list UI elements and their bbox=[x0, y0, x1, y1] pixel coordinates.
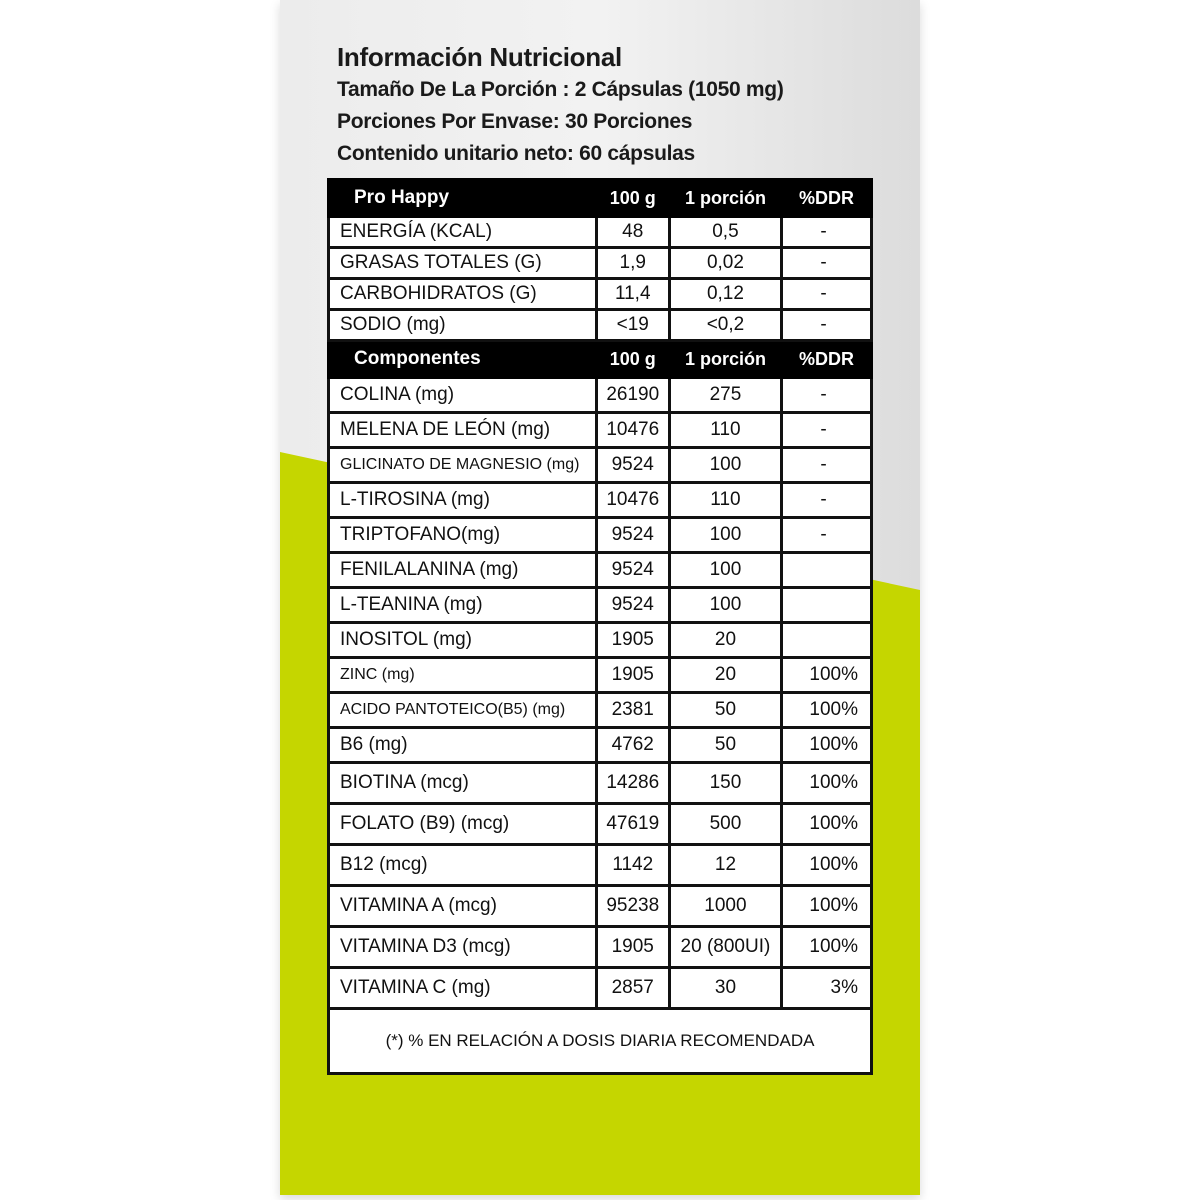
col-header-portion: 1 porción bbox=[669, 180, 781, 217]
col-header-100g: 100 g bbox=[596, 341, 669, 378]
value-portion: 0,02 bbox=[669, 248, 781, 279]
value-portion: 0,5 bbox=[669, 217, 781, 248]
value-portion: 20 bbox=[669, 658, 781, 693]
value-ddr: - bbox=[782, 448, 872, 483]
page-title: Información Nutricional bbox=[337, 42, 622, 72]
value-ddr: - bbox=[782, 518, 872, 553]
value-portion: 100 bbox=[669, 448, 781, 483]
table-row bbox=[329, 728, 872, 763]
table-row bbox=[329, 968, 872, 1009]
value-ddr: - bbox=[782, 483, 872, 518]
value-portion: 100 bbox=[669, 553, 781, 588]
component-name: GLICINATO DE MAGNESIO (mg) bbox=[329, 448, 597, 483]
table-row bbox=[329, 588, 872, 623]
value-ddr: 100% bbox=[782, 845, 872, 886]
value-100g: 1905 bbox=[596, 927, 669, 968]
component-name: FOLATO (B9) (mcg) bbox=[329, 804, 597, 845]
col-header-ddr: %DDR bbox=[782, 341, 872, 378]
net-content: Contenido unitario neto: 60 cápsulas bbox=[337, 142, 695, 165]
table-row bbox=[329, 804, 872, 845]
value-100g: 9524 bbox=[596, 448, 669, 483]
value-100g: 1905 bbox=[596, 623, 669, 658]
component-name: MELENA DE LEÓN (mg) bbox=[329, 413, 597, 448]
col-header-components: Componentes bbox=[329, 341, 597, 378]
nutrient-name: CARBOHIDRATOS (G) bbox=[329, 279, 597, 310]
table-row bbox=[329, 310, 872, 341]
value-ddr: 100% bbox=[782, 886, 872, 927]
value-100g: 1,9 bbox=[596, 248, 669, 279]
table-row bbox=[329, 248, 872, 279]
value-ddr: 100% bbox=[782, 728, 872, 763]
table-row bbox=[329, 763, 872, 804]
table-row bbox=[329, 217, 872, 248]
value-ddr: - bbox=[782, 310, 872, 341]
col-header-ddr: %DDR bbox=[782, 180, 872, 217]
value-portion: 20 bbox=[669, 623, 781, 658]
value-portion: 50 bbox=[669, 693, 781, 728]
value-portion: 100 bbox=[669, 588, 781, 623]
value-ddr: 100% bbox=[782, 927, 872, 968]
value-100g: 10476 bbox=[596, 483, 669, 518]
nutrition-header bbox=[337, 40, 784, 170]
value-ddr: 100% bbox=[782, 693, 872, 728]
serving-size: Tamaño De La Porción : 2 Cápsulas (1050 mg) bbox=[337, 78, 784, 101]
col-header-product: Pro Happy bbox=[329, 180, 597, 217]
value-ddr bbox=[782, 623, 872, 658]
footnote: (*) % EN RELACIÓN A DOSIS DIARIA RECOMENDADA bbox=[329, 1009, 872, 1074]
value-portion: 500 bbox=[669, 804, 781, 845]
col-header-100g: 100 g bbox=[596, 180, 669, 217]
table-row bbox=[329, 886, 872, 927]
value-100g: 47619 bbox=[596, 804, 669, 845]
value-100g: 10476 bbox=[596, 413, 669, 448]
value-portion: 50 bbox=[669, 728, 781, 763]
nutrient-name: ENERGÍA (KCAL) bbox=[329, 217, 597, 248]
value-ddr: - bbox=[782, 413, 872, 448]
col-header-portion: 1 porción bbox=[669, 341, 781, 378]
value-portion: 1000 bbox=[669, 886, 781, 927]
value-100g: 48 bbox=[596, 217, 669, 248]
component-name: VITAMINA C (mg) bbox=[329, 968, 597, 1009]
value-ddr bbox=[782, 588, 872, 623]
value-portion: 12 bbox=[669, 845, 781, 886]
table-row bbox=[329, 448, 872, 483]
nutrient-name: GRASAS TOTALES (G) bbox=[329, 248, 597, 279]
value-100g: 95238 bbox=[596, 886, 669, 927]
value-100g: 1142 bbox=[596, 845, 669, 886]
table-row bbox=[329, 927, 872, 968]
value-portion: 0,12 bbox=[669, 279, 781, 310]
nutrient-name: SODIO (mg) bbox=[329, 310, 597, 341]
component-name: FENILALANINA (mg) bbox=[329, 553, 597, 588]
table-row bbox=[329, 693, 872, 728]
value-100g: 4762 bbox=[596, 728, 669, 763]
component-name: INOSITOL (mg) bbox=[329, 623, 597, 658]
value-100g: 2857 bbox=[596, 968, 669, 1009]
value-ddr: 100% bbox=[782, 658, 872, 693]
value-portion: 100 bbox=[669, 518, 781, 553]
value-portion: <0,2 bbox=[669, 310, 781, 341]
value-portion: 110 bbox=[669, 483, 781, 518]
value-100g: 11,4 bbox=[596, 279, 669, 310]
table-row bbox=[329, 553, 872, 588]
value-portion: 20 (800UI) bbox=[669, 927, 781, 968]
table-row bbox=[329, 279, 872, 310]
component-name: VITAMINA A (mcg) bbox=[329, 886, 597, 927]
servings-per-container: Porciones Por Envase: 30 Porciones bbox=[337, 110, 693, 133]
value-ddr: 100% bbox=[782, 763, 872, 804]
nutrition-header-row bbox=[329, 180, 872, 217]
table-row bbox=[329, 483, 872, 518]
footnote-row bbox=[329, 1009, 872, 1074]
value-100g: 9524 bbox=[596, 518, 669, 553]
table-row bbox=[329, 518, 872, 553]
table-row bbox=[329, 413, 872, 448]
table-row bbox=[329, 845, 872, 886]
value-100g: 14286 bbox=[596, 763, 669, 804]
component-name: TRIPTOFANO(mg) bbox=[329, 518, 597, 553]
value-100g: 2381 bbox=[596, 693, 669, 728]
component-name: L-TIROSINA (mg) bbox=[329, 483, 597, 518]
value-100g: 26190 bbox=[596, 378, 669, 413]
value-portion: 275 bbox=[669, 378, 781, 413]
value-ddr: - bbox=[782, 248, 872, 279]
component-name: COLINA (mg) bbox=[329, 378, 597, 413]
component-name: ZINC (mg) bbox=[329, 658, 597, 693]
component-name: B6 (mg) bbox=[329, 728, 597, 763]
component-name: L-TEANINA (mg) bbox=[329, 588, 597, 623]
value-ddr: 3% bbox=[782, 968, 872, 1009]
value-portion: 30 bbox=[669, 968, 781, 1009]
nutrition-facts-table bbox=[327, 178, 873, 1075]
value-ddr: 100% bbox=[782, 804, 872, 845]
value-ddr bbox=[782, 553, 872, 588]
value-100g: 9524 bbox=[596, 553, 669, 588]
value-ddr: - bbox=[782, 279, 872, 310]
table-row bbox=[329, 658, 872, 693]
value-100g: 9524 bbox=[596, 588, 669, 623]
component-name: ACIDO PANTOTEICO(B5) (mg) bbox=[329, 693, 597, 728]
component-name: B12 (mcg) bbox=[329, 845, 597, 886]
value-100g: <19 bbox=[596, 310, 669, 341]
table-row bbox=[329, 378, 872, 413]
value-portion: 110 bbox=[669, 413, 781, 448]
value-ddr: - bbox=[782, 378, 872, 413]
component-name: VITAMINA D3 (mcg) bbox=[329, 927, 597, 968]
table-row bbox=[329, 623, 872, 658]
components-header-row bbox=[329, 341, 872, 378]
value-100g: 1905 bbox=[596, 658, 669, 693]
value-ddr: - bbox=[782, 217, 872, 248]
component-name: BIOTINA (mcg) bbox=[329, 763, 597, 804]
value-portion: 150 bbox=[669, 763, 781, 804]
